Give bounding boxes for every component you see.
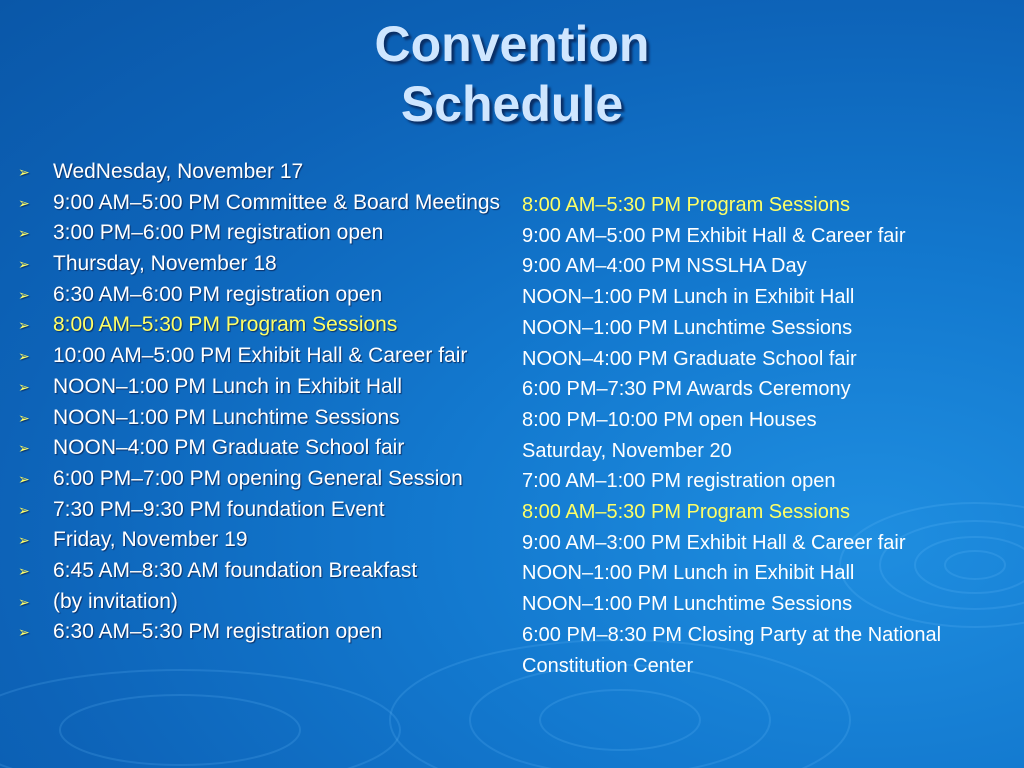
schedule-item-text: 8:00 AM–5:30 PM Program Sessions [53,313,398,337]
schedule-item: NOON–1:00 PM Lunch in Exhibit Hall [522,286,855,309]
title-line-2: Schedule [400,76,624,132]
schedule-item: NOON–1:00 PM Lunch in Exhibit Hall [522,562,855,585]
schedule-item-text: 9:00 AM–5:00 PM Committee & Board Meetings [53,190,501,214]
schedule-item [18,313,508,337]
arrow-bullet-icon: ➢ [18,256,30,273]
schedule-item-text: 10:00 AM–5:00 PM Exhibit Hall & Career fair [53,344,468,368]
arrow-bullet-icon: ➢ [18,532,30,549]
schedule-item [18,221,508,245]
schedule-item: NOON–1:00 PM Lunchtime Sessions [522,316,853,339]
arrow-bullet-icon: ➢ [18,164,30,180]
schedule-item-text: 6:00 PM–7:00 PM opening General Session [53,466,463,490]
schedule-item: 8:00 PM–10:00 PM open Houses [522,408,817,431]
schedule-item-text: 3:00 PM–6:00 PM registration open [53,221,384,245]
arrow-bullet-icon: ➢ [18,440,30,457]
schedule-item [18,559,508,583]
arrow-bullet-icon: ➢ [18,317,30,334]
arrow-bullet-icon: ➢ [18,194,30,211]
arrow-bullet-icon: ➢ [18,225,30,242]
schedule-item [18,528,508,552]
schedule-item-text: NOON–4:00 PM Graduate School fair [53,436,405,460]
schedule-item [18,252,508,276]
arrow-bullet-icon: ➢ [18,562,30,579]
schedule-item-text: Thursday, November 18 [53,252,277,276]
schedule-item-text: 6:30 AM–5:30 PM registration open [53,620,383,644]
schedule-item: Saturday, November 20 [522,439,732,462]
schedule-item [18,590,508,614]
arrow-bullet-icon: ➢ [18,593,30,610]
schedule-item [18,375,508,399]
schedule-item-text: 7:30 PM–9:30 PM foundation Event [53,497,385,521]
arrow-bullet-icon: ➢ [18,501,30,518]
schedule-item-text: Friday, November 19 [53,528,248,552]
right-schedule-list [522,190,1022,681]
schedule-item: 6:00 PM–8:30 PM Closing Party at the National Constitution Center [522,623,942,677]
schedule-item-text: NOON–1:00 PM Lunch in Exhibit Hall [53,374,402,398]
schedule-item: 6:00 PM–7:30 PM Awards Ceremony [522,378,851,401]
schedule-item: 9:00 AM–5:00 PM Exhibit Hall & Career fair [522,224,906,247]
schedule-item [18,160,508,184]
schedule-item-text: WedNesday, November 17 [53,160,304,183]
schedule-item [18,620,508,644]
schedule-item [18,283,508,307]
arrow-bullet-icon: ➢ [18,378,30,395]
schedule-item-text: (by invitation) [53,589,178,613]
schedule-item: 9:00 AM–3:00 PM Exhibit Hall & Career fair [522,531,906,554]
schedule-item: NOON–1:00 PM Lunchtime Sessions [522,593,853,616]
schedule-item: 7:00 AM–1:00 PM registration open [522,470,836,493]
schedule-item: NOON–4:00 PM Graduate School fair [522,347,857,370]
title-line-1: Convention [374,16,650,72]
schedule-item: 8:00 AM–5:30 PM Program Sessions [522,194,850,216]
schedule-item [18,406,508,430]
schedule-item [18,191,508,215]
arrow-bullet-icon: ➢ [18,286,30,303]
left-schedule-list [18,160,508,651]
schedule-item-text: 6:30 AM–6:00 PM registration open [53,282,383,306]
arrow-bullet-icon: ➢ [18,348,30,365]
schedule-item: 8:00 AM–5:30 PM Program Sessions [522,501,850,524]
schedule-item-text: 6:45 AM–8:30 AM foundation Breakfast [53,558,418,582]
arrow-bullet-icon: ➢ [18,409,30,426]
schedule-item [18,344,508,368]
schedule-item [18,436,508,460]
schedule-item [18,498,508,522]
schedule-item [18,467,508,491]
arrow-bullet-icon: ➢ [18,470,30,487]
schedule-item: 9:00 AM–4:00 PM NSSLHA Day [522,255,807,278]
schedule-item-text: NOON–1:00 PM Lunchtime Sessions [53,405,400,429]
slide-title [0,14,1024,134]
arrow-bullet-icon: ➢ [18,624,30,641]
